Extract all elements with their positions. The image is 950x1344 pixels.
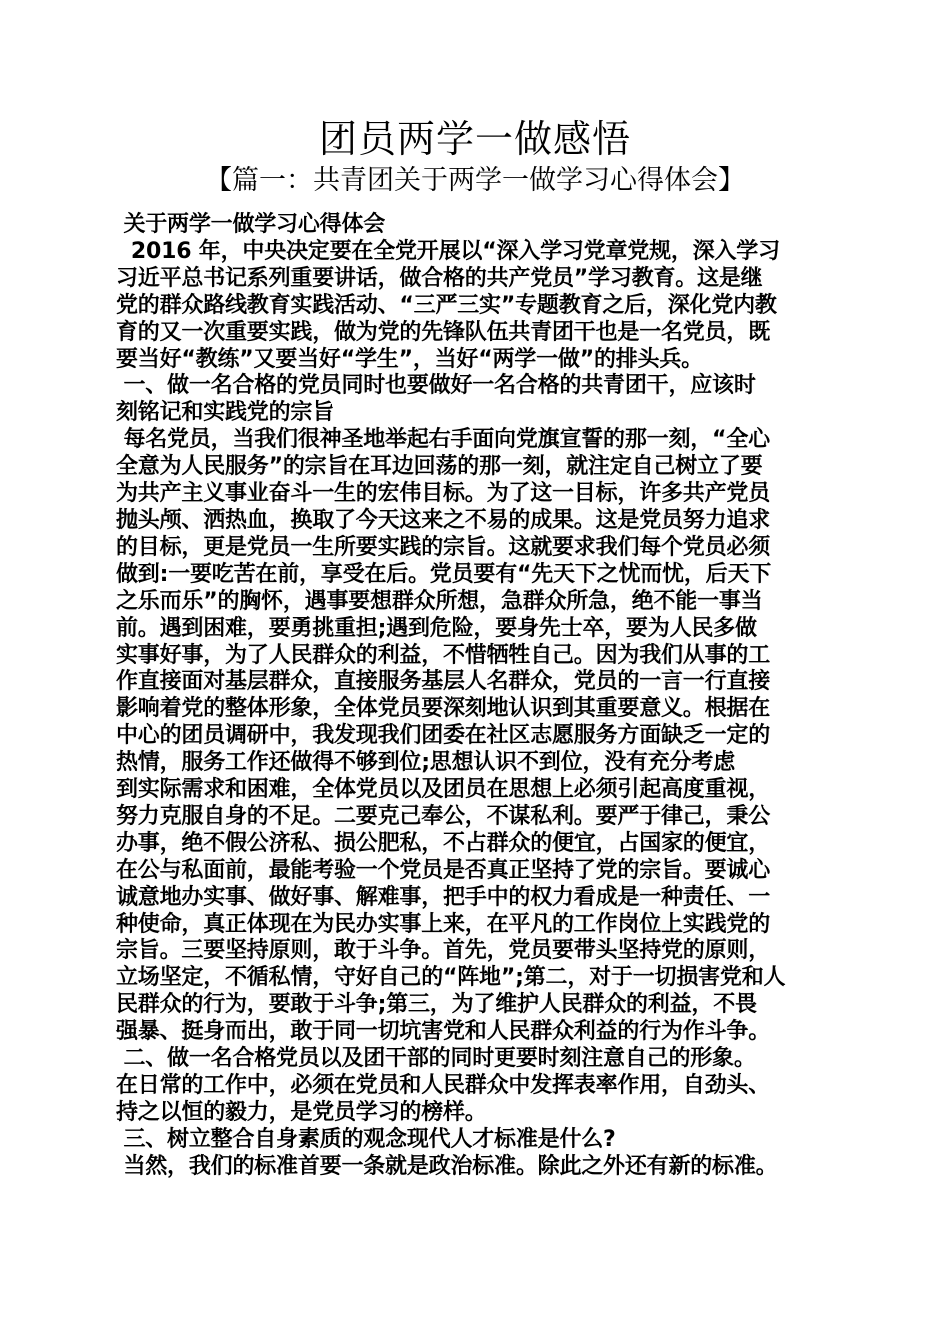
document-body xyxy=(116,212,846,1181)
body-text-line: 中心的团员调研中，我发现我们团委在社区志愿服务方面缺乏一定的 xyxy=(116,723,771,749)
body-text-line: 热情，服务工作还做得不够到位;思想认识不到位，没有充分考虑 xyxy=(116,750,736,776)
body-text-line: 在日常的工作中，必须在党员和人民群众中发挥表率作用，自劲头、 xyxy=(116,1073,771,1098)
body-text-line: 影响着党的整体形象，全体党员要深刻地认识到其重要意义。根据在 xyxy=(116,696,771,722)
body-text-line: 2016 年，中央决定要在全党开展以“深入学习党章党规，深入学习 xyxy=(116,238,780,264)
body-text-line: 种使命，真正体现在为民办实事上来，在平凡的工作岗位上实践党的 xyxy=(116,911,771,937)
body-text-line: 到实际需求和困难，全体党员以及团员在思想上必须引起高度重视， xyxy=(116,777,771,803)
body-text-line: 抛头颅、洒热血，换取了今天这来之不易的成果。这是党员努力追求 xyxy=(116,507,771,533)
body-text-line: 每名党员，当我们很神圣地举起右手面向党旗宣誓的那一刻，“全心 xyxy=(116,427,770,453)
body-text-line: 作直接面对基层群众，直接服务基层人名群众，党员的一言一行直接 xyxy=(116,669,771,695)
body-text-line: 当然，我们的标准首要一条就是政治标准。除此之外还有新的标准。 xyxy=(116,1153,778,1179)
body-text-line: 一、做一名合格的党员同时也要做好一名合格的共青团干，应该时 xyxy=(116,373,756,399)
body-text-line: 育的又一次重要实践，做为党的先锋队伍共青团干也是一名党员，既 xyxy=(116,319,771,345)
body-text-line: 为共产主义事业奋斗一生的宏伟目标。为了这一目标，许多共产党员 xyxy=(116,481,771,507)
body-text-line: 办事，绝不假公济私、损公肥私，不占群众的便宜，占国家的便宜， xyxy=(116,830,771,856)
document-title: 团员两学一做感悟 xyxy=(318,117,631,161)
body-text-line: 在公与私面前，最能考验一个党员是否真正坚持了党的宗旨。要诚心 xyxy=(116,857,771,883)
body-text-line: 要当好“教练”又要当好“学生”，当好“两学一做”的排头兵。 xyxy=(116,346,703,372)
body-text-line: 三、树立整合自身素质的观念现代人才标准是什么? xyxy=(116,1126,616,1152)
body-text-line: 立场坚定，不循私情，守好自己的“阵地”;第二，对于一切损害党和人 xyxy=(116,965,786,991)
body-text-line: 前。遇到困难，要勇挑重担;遇到危险，要身先士卒，要为人民多做 xyxy=(116,615,757,641)
body-text-line: 宗旨。三要坚持原则，敢于斗争。首先，党员要带头坚持党的原则， xyxy=(116,938,771,964)
body-text-line: 党的群众路线教育实践活动、“三严三实”专题教育之后，深化党内教 xyxy=(116,292,777,318)
body-text-line: 诚意地办实事、做好事、解难事，把手中的权力看成是一种责任、一 xyxy=(116,884,771,910)
body-text-line: 实事好事，为了人民群众的利益，不惜牺牲自己。因为我们从事的工 xyxy=(116,642,771,668)
body-text-line: 二、做一名合格党员以及团干部的同时更要时刻注意自己的形象。 xyxy=(116,1046,756,1072)
body-text-line: 习近平总书记系列重要讲话，做合格的共产党员”学习教育。这是继 xyxy=(116,265,763,291)
body-text-line: 民群众的行为，要敢于斗争;第三，为了维护人民群众的利益，不畏 xyxy=(116,992,757,1018)
body-text-line: 努力克服自身的不足。二要克己奉公，不谋私利。要严于律己，秉公 xyxy=(116,803,771,829)
body-text-line: 强暴、挺身而出，敢于同一切坑害党和人民群众利益的行为作斗争。 xyxy=(116,1019,771,1045)
body-text-line: 持之以恒的毅力，是党员学习的榜样。 xyxy=(116,1099,487,1125)
body-text-line: 刻铭记和实践党的宗旨 xyxy=(116,400,335,426)
body-text-line: 的目标，更是党员一生所要实践的宗旨。这就要求我们每个党员必须 xyxy=(116,534,771,560)
document-subtitle: 【篇一：共青团关于两学一做学习心得体会】 xyxy=(205,165,745,196)
body-text-line: 之乐而乐”的胸怀，遇事要想群众所想，急群众所急，绝不能一事当 xyxy=(116,588,763,614)
body-text-line: 全意为人民服务”的宗旨在耳边回荡的那一刻，就注定自己树立了要 xyxy=(116,454,763,480)
body-text-line: 关于两学一做学习心得体会 xyxy=(116,212,386,237)
body-text-line: 做到:一要吃苦在前，享受在后。党员要有“先天下之忧而忧，后天下 xyxy=(116,561,772,587)
